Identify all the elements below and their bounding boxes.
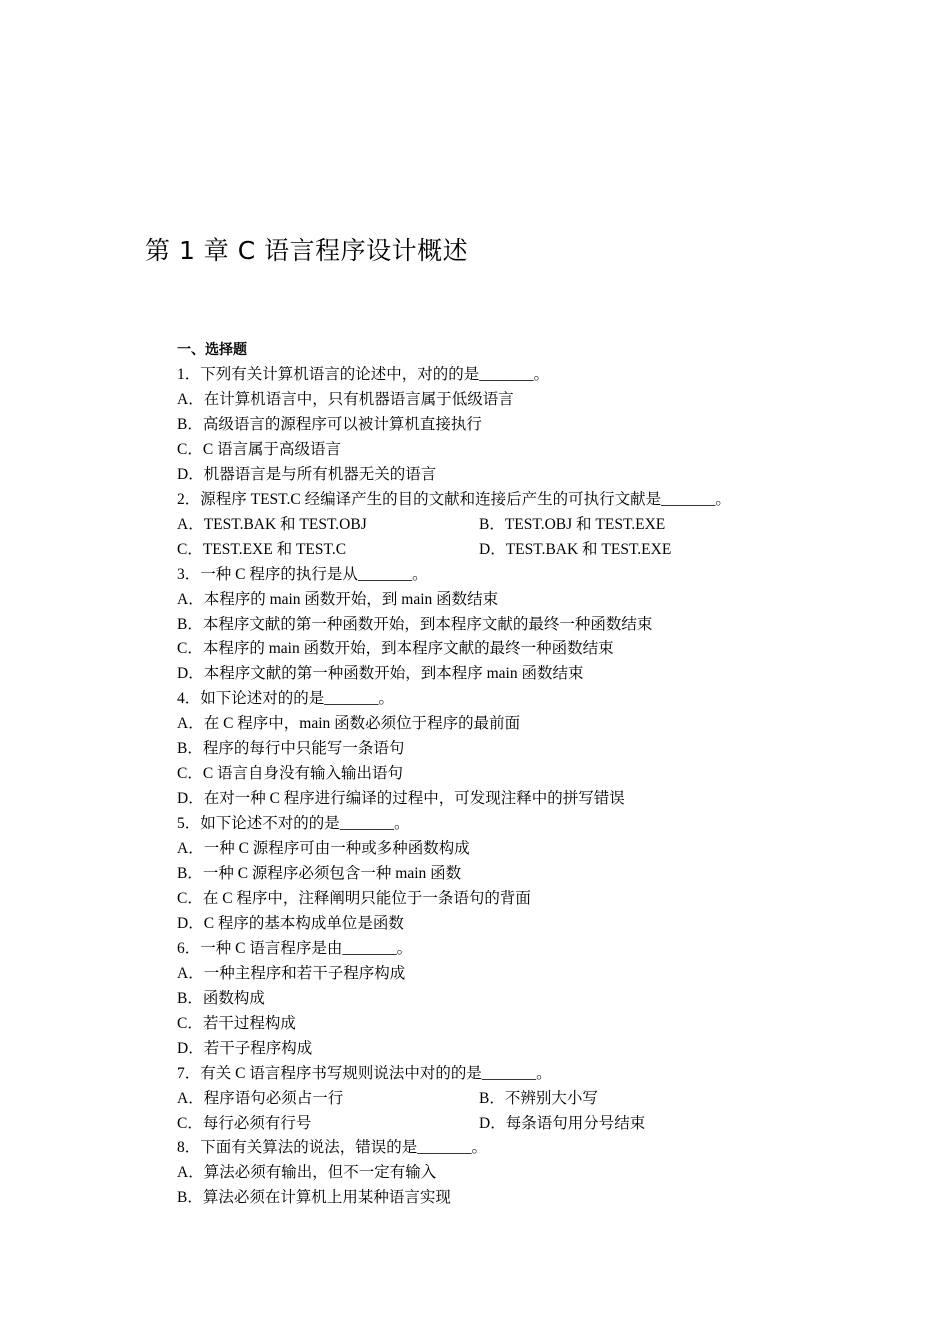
answer-option: D．在对一种 C 程序进行编译的过程中，可发现注释中的拼写错误	[177, 790, 625, 808]
answer-option: A．一种主程序和若干子程序构成	[177, 964, 406, 982]
question-stem: 3．一种 C 程序的执行是从_______。	[177, 565, 428, 583]
answer-option: B．算法必须在计算机上用某种语言实现	[177, 1189, 451, 1207]
question-stem: 7．有关 C 语言程序书写规则说法中对的的是_______。	[177, 1064, 552, 1082]
question-stem: 4．如下论述对的的是_______。	[177, 690, 395, 708]
answer-option: A．在 C 程序中，main 函数必须位于程序的最前面	[177, 715, 521, 733]
answer-option: B．TEST.OBJ 和 TEST.EXE	[479, 515, 666, 533]
answer-option: B．本程序文献的第一种函数开始，到本程序文献的最终一种函数结束	[177, 615, 653, 633]
answer-option: B．一种 C 源程序必须包含一种 main 函数	[177, 865, 462, 882]
question-stem: 5．如下论述不对的的是_______。	[177, 815, 410, 833]
answer-option: C．本程序的 main 函数开始，到本程序文献的最终一种函数结束	[177, 640, 614, 658]
answer-option: D．每条语句用分号结束	[479, 1114, 646, 1132]
answer-option: C．C 语言属于高级语言	[177, 440, 342, 458]
section-heading: 一、选择题	[177, 342, 247, 358]
answer-option: C．C 语言自身没有输入输出语句	[177, 765, 404, 783]
answer-option: C．TEST.EXE 和 TEST.C	[177, 540, 347, 558]
answer-option: D．本程序文献的第一种函数开始，到本程序 main 函数结束	[177, 665, 584, 683]
question-stem: 1．下列有关计算机语言的论述中，对的的是_______。	[177, 366, 550, 383]
answer-option: A．在计算机语言中，只有机器语言属于低级语言	[177, 390, 514, 408]
answer-option: D．C 程序的基本构成单位是函数	[177, 914, 404, 932]
answer-option: B．不辨别大小写	[479, 1089, 598, 1107]
question-stem: 8．下面有关算法的说法，错误的是_______。	[177, 1139, 488, 1157]
answer-option: B．高级语言的源程序可以被计算机直接执行	[177, 415, 482, 433]
question-stem: 6．一种 C 语言程序是由_______。	[177, 939, 413, 957]
answer-option: D．若干子程序构成	[177, 1039, 313, 1057]
answer-option: B．函数构成	[177, 989, 265, 1007]
chapter-title: 第 1 章 C 语言程序设计概述	[145, 236, 469, 265]
question-stem: 2．源程序 TEST.C 经编译产生的目的文献和连接后产生的可执行文献是_______。	[177, 490, 731, 508]
answer-option: C．每行必须有行号	[177, 1114, 312, 1132]
answer-option: A．算法必须有输出，但不一定有输入	[177, 1164, 437, 1182]
answer-option: A．TEST.BAK 和 TEST.OBJ	[177, 515, 367, 533]
answer-option: D．机器语言是与所有机器无关的语言	[177, 465, 437, 483]
answer-option: C．在 C 程序中，注释阐明只能位于一条语句的背面	[177, 889, 531, 907]
answer-option: C．若干过程构成	[177, 1014, 296, 1032]
answer-option: A．一种 C 源程序可由一种或多种函数构成	[177, 840, 470, 858]
answer-option: A．本程序的 main 函数开始，到 main 函数结束	[177, 590, 499, 608]
answer-option: A．程序语句必须占一行	[177, 1089, 344, 1107]
answer-option: D．TEST.BAK 和 TEST.EXE	[479, 540, 672, 558]
answer-option: B．程序的每行中只能写一条语句	[177, 740, 405, 758]
